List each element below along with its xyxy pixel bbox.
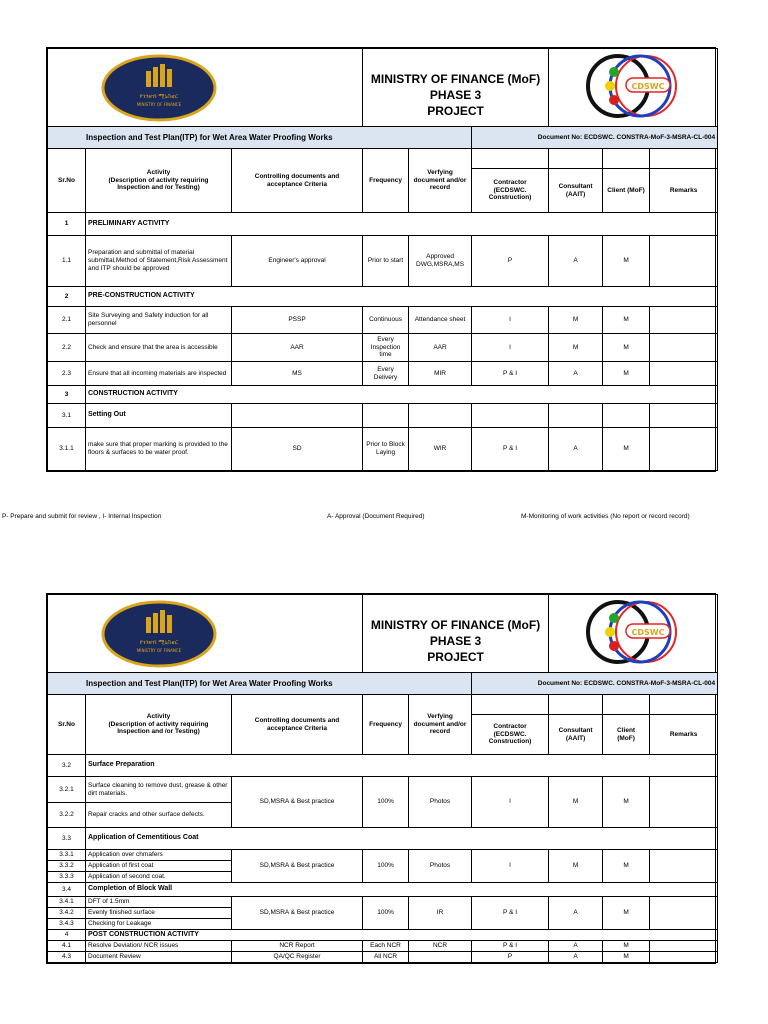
table-row: 2.1 Site Surveying and Safety induction for all personnel PSSP Continuous Attendance sheet I M M [48, 307, 718, 334]
section-row: 2 PRE-CONSTRUCTION ACTIVITY [48, 287, 718, 307]
mof-logo-cell [48, 595, 363, 673]
mof-logo-english: MINISTRY OF FINANCE [136, 101, 182, 107]
document-number: Document No: ECDSWC. CONSTRA-MoF-3-MSRA-CL-004 [472, 673, 718, 695]
col-activity: Activity (Description of activity requiring Inspection and /or Testing) [86, 149, 232, 213]
col-remarks: Remarks [650, 715, 718, 755]
col-consultant: Consultant (AAIT) [549, 715, 603, 755]
table-row: 2.2 Check and ensure that the area is accessible AAR Every Inspection time AAR I M M [48, 334, 718, 362]
itp-title: Inspection and Test Plan(ITP) for Wet Area Water Proofing Works [48, 127, 472, 149]
cdswc-logo-cell [549, 595, 718, 673]
itp-sheet-2 [46, 593, 716, 964]
table-row: 3.4.1 DFT of 1.5mm SD,MSRA & Best practice 100% IR P & I A M [48, 897, 718, 908]
itp-title: Inspection and Test Plan(ITP) for Wet Area Water Proofing Works [48, 673, 472, 695]
page-title: MINISTRY OF FINANCE (MoF) PHASE 3 PROJECT [363, 595, 549, 673]
section-row: 3.3 Application of Cementitious Coat [48, 828, 718, 850]
col-client: Client (MoF) [603, 169, 650, 213]
col-remarks: Remarks [650, 169, 718, 213]
mof-logo-english: MINISTRY OF FINANCE [136, 647, 182, 653]
col-verifying-doc: Verfying document and/or record [409, 695, 472, 755]
section-row: 1 PRELIMINARY ACTIVITY [48, 213, 718, 236]
legend-approval: A- Approval (Document Required) [327, 513, 425, 520]
section-row: 3.2 Surface Preparation [48, 755, 718, 777]
table-row: 4.1 Resolve Deviation/ NCR issues NCR Report Each NCR NCR P & I A M [48, 941, 718, 952]
table-row: 3.1.1 make sure that proper marking is provided to the floors & surfaces to be water proof. SD Prior to Block Laying WIR P & I A M [48, 428, 718, 471]
table-row: 3.1 Setting Out [48, 404, 718, 428]
table-row: 3.2.1 Surface cleaning to remove dust, grease & other dirt materials. SD,MSRA & Best practice 100% Photos I M M [48, 777, 718, 803]
col-activity: Activity (Description of activity requiring Inspection and /or Testing) [86, 695, 232, 755]
table-row: 3.4.3 Checking for Leakage [48, 919, 718, 930]
itp-table-1 [47, 48, 718, 471]
table-row: 4.3 Document Review QA/QC Register All NCR P A M [48, 952, 718, 963]
col-contractor: Contractor (ECDSWC. Construction) [472, 715, 549, 755]
table-row: 2.3 Ensure that all incoming materials are inspected MS Every Delivery MIR P & I A M [48, 362, 718, 386]
col-consultant: Consultant (AAIT) [549, 169, 603, 213]
mof-logo-icon [86, 51, 232, 125]
itp-table-2 [47, 594, 718, 963]
table-row: 3.3.1 Application over chmafers SD,MSRA & Best practice 100% Photos I M M [48, 850, 718, 861]
col-client: Client (MoF) [603, 715, 650, 755]
legend-prepare-inspect: P- Prepare and submit for review , I- Internal Inspection [2, 513, 162, 520]
svg-text:CDSWC: CDSWC [631, 628, 665, 638]
document-number: Document No: ECDSWC. CONSTRA-MoF-3-MSRA-CL-004 [472, 127, 718, 149]
table-row: 3.4.2 Evenly finished surface [48, 908, 718, 919]
cdswc-logo-cell [549, 49, 718, 127]
mof-logo-icon [86, 597, 232, 671]
itp-sheet-1 [46, 47, 716, 472]
table-row: 3.3.3 Application of second coat. [48, 872, 718, 883]
table-row: 3.2.2 Repair cracks and other surface defects. [48, 803, 718, 828]
mof-logo-cell [48, 49, 363, 127]
col-verifying-doc: Verfying document and/or record [409, 149, 472, 213]
legend-monitoring: M-Monitoring of work activities (No report or record record) [521, 513, 690, 520]
table-row: 3.3.2 Application of first coat [48, 861, 718, 872]
cdswc-logo-icon [568, 49, 698, 123]
col-frequency: Frequency [363, 149, 409, 213]
col-controlling-docs: Controlling documents and acceptance Criteria [232, 695, 363, 755]
section-row: 4 POST CONSTRUCTION ACTIVITY [48, 930, 718, 941]
title-line-2: PROJECT [427, 104, 484, 119]
cdswc-logo-text: CDSWC [631, 82, 665, 92]
page-title [363, 49, 549, 127]
title-line-1: MINISTRY OF FINANCE (MoF) PHASE 3 [370, 72, 541, 103]
col-frequency: Frequency [363, 695, 409, 755]
section-row: 3 CONSTRUCTION ACTIVITY [48, 386, 718, 404]
mof-logo-amharic: የገንዘብ ሚኒስቴር [139, 92, 179, 100]
section-row: 3.4 Completion of Block Wall [48, 883, 718, 897]
mof-logo-amharic: የገንዘብ ሚኒስቴር [139, 638, 179, 646]
col-srno: Sr.No [48, 149, 86, 213]
col-contractor: Contractor (ECDSWC. Construction) [472, 169, 549, 213]
cdswc-logo-icon [568, 595, 698, 669]
col-srno: Sr.No [48, 695, 86, 755]
col-controlling-docs: Controlling documents and acceptance Criteria [232, 149, 363, 213]
table-row: 1.1 Preparation and submittal of material submittal,Method of Statement,Risk Assessment and ITP should be approved Engineer's approval Prior to start Approved DWG,MSRA,MS P A M [48, 236, 718, 287]
